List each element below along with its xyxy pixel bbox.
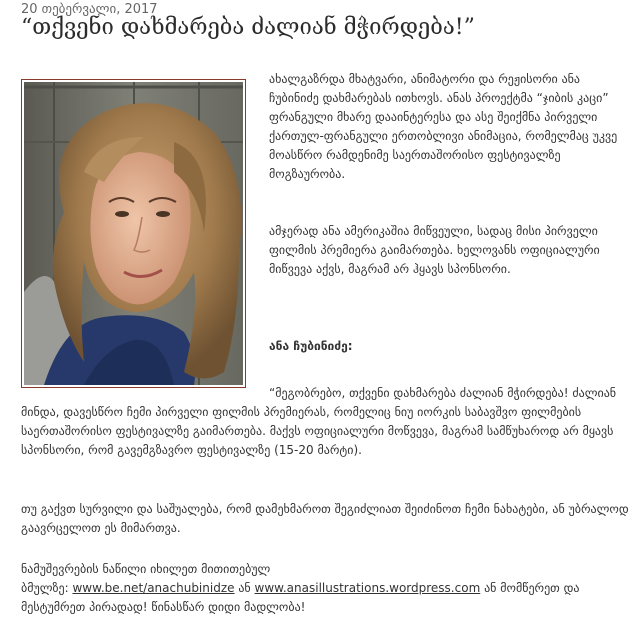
current-paragraph: ამჯერად ანა ამერიკაშია მიწვეული, სადაც მისი პირველი ფილმის პრემიერა გაიმართება. ხელოვანს ოფიციალური მიწვევა აქვს, მაგრამ არ ჰყავს სპონსორი. [269,224,600,276]
works-paragraph [21,560,631,617]
works-and: ან [234,581,255,595]
post-date: 20 თებერვალი, 2017 [21,2,158,17]
behance-link[interactable]: www.be.net/anachubinidze [72,581,235,595]
wordpress-link[interactable]: www.anasillustrations.wordpress.com [254,581,481,595]
portrait-photo [21,79,246,388]
intro-paragraph: ახალგაზრდა მხატვარი, ანიმატორი და რეჟისორი ანა ჩუბინიძე დახმარებას ითხოვს. ანას პროექტმა “ჯიბის კაცი” ფრანგული მხარე დააინტერესა და ასე შეიქმნა პირველი ქართულ-ფრანგული ერთობლივი ანიმაცია, რომელმაც უკვე მოასწრო რამდენიმე საერთაშორისო ფესტივალზე მოგზაურობა. [269,72,618,181]
works-line1: ნამუშევრების ნაწილი იხილეთ მითითებულ [21,562,271,576]
works-suffix: ან მომწერეთ და მესტუმრეთ პირადად! წინასწარ დიდი მადლობა! [21,581,580,614]
appeal-paragraph: თუ გაქვთ სურვილი და საშუალება, რომ დამეხმაროთ შეგიძლიათ შეიძინოთ ჩემი ნახატები, ან უბრალოდ გაავრცელოთ ეს მიმართვა. [21,502,629,535]
works-prefix: ბმულზე: [21,581,73,595]
author-label: ანა ჩუბინიძე: [269,339,353,353]
post-title: “თქვენი დახმარება ძალიან მჭირდება!” [21,15,475,40]
quote-paragraph: “მეგობრებო, თქვენი დახმარება ძალიან მჭირდება! ძალიან მინდა, დავესწრო ჩემი პირველი ფილმის პრემიერას, რომელიც ნიუ იორკის საბავშვო ფილმების საერთაშორისო ფესტივალზე გაიმართება. მაქვს ოფიციალური მოწვევა, მაგრამ სამწუხაროდ არ მყავს სპონსორი, რომ გავემგზავრო ფესტივალზე (15-20 მარტი). [21,386,617,457]
portrait-image [24,82,243,385]
